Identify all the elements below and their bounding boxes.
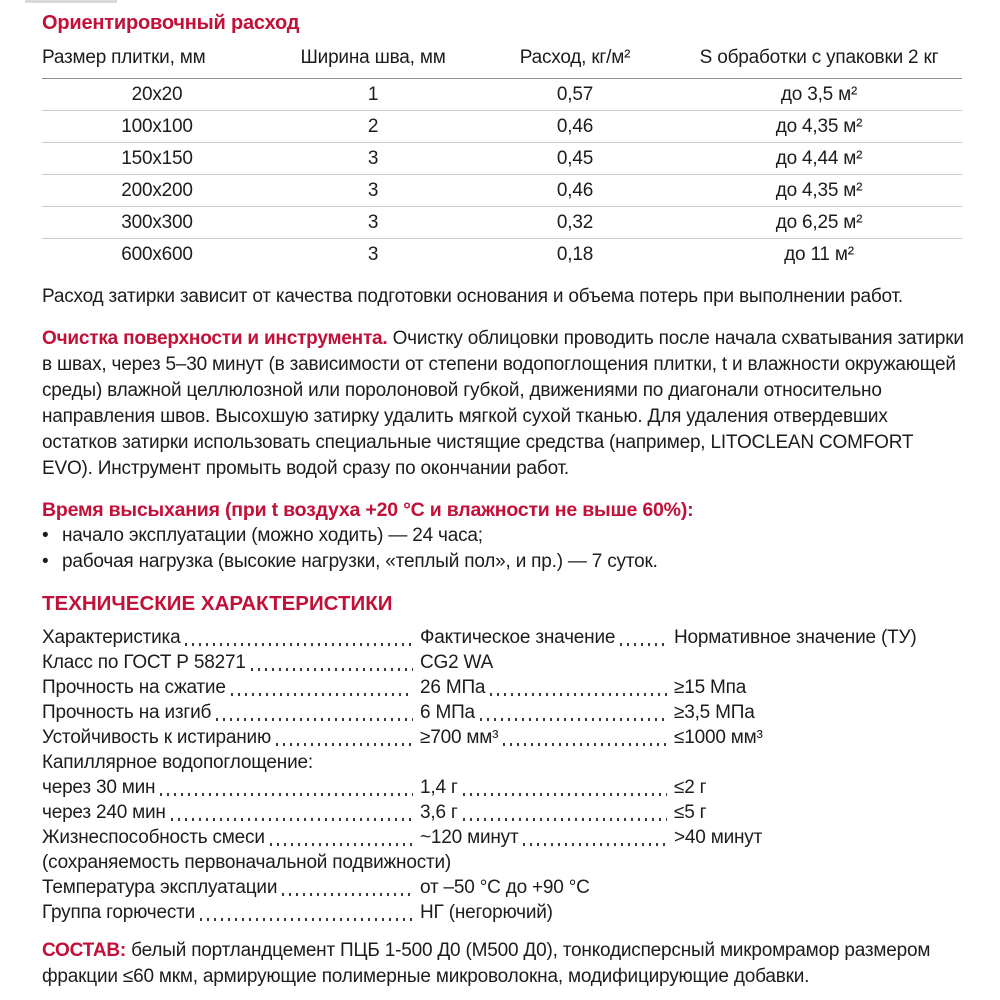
spec-name: через 240 мин <box>42 802 166 823</box>
dot-leader <box>282 893 413 896</box>
table-row <box>42 111 962 143</box>
drying-bullet-item <box>42 549 962 575</box>
dot-leader <box>270 843 413 846</box>
spec-row <box>42 775 964 800</box>
dot-leader <box>216 718 413 721</box>
drying-title: Время высыхания (при t воздуха +20 °C и влажности не выше 60%): <box>42 499 694 521</box>
dot-leader <box>160 793 413 796</box>
dot-leader <box>490 693 667 696</box>
cell-tile-size: 600x600 <box>121 244 193 265</box>
table-header-consumption: Расход, кг/м² <box>519 47 631 68</box>
composition-text: белый портландцемент ПЦБ 1-500 Д0 (М500 Д0), тонкодисперсный микромрамор размером фракции ≤60 мкм, армирующие полимерные микроволокна, модифицирующие добавки. <box>42 940 931 987</box>
spec-row <box>42 625 964 650</box>
spec-value: CG2 WA <box>420 652 494 673</box>
cell-consumption: 0,18 <box>556 244 594 265</box>
cell-coverage: до 3,5 м² <box>780 83 858 105</box>
spec-value: ≥700 мм³ <box>420 727 499 748</box>
table-header-joint-width: Ширина шва, мм <box>300 47 446 68</box>
spec-name: Группа горючести <box>42 902 196 923</box>
cell-tile-size: 20x20 <box>131 83 183 105</box>
spec-value: Фактическое значение <box>420 627 616 648</box>
spec-row <box>42 650 964 675</box>
spec-row <box>42 900 964 925</box>
cell-consumption: 0,46 <box>556 115 594 137</box>
cell-consumption: 0,32 <box>556 211 594 233</box>
dot-leader <box>620 643 667 646</box>
bullet-icon: • <box>42 525 49 546</box>
dot-leader <box>171 818 413 821</box>
spec-value: ~120 минут <box>420 827 519 848</box>
dot-leader <box>251 668 413 671</box>
dot-leader <box>503 743 667 746</box>
spec-name: Прочность на сжатие <box>42 677 226 698</box>
consumption-note: Расход затирки зависит от качества подготовки основания и объема потерь при выполнении работ. <box>42 286 903 307</box>
cleaning-paragraph <box>42 326 964 482</box>
dot-leader <box>463 793 667 796</box>
cell-joint-width: 3 <box>367 244 379 265</box>
cleaning-title: Очистка поверхности и инструмента. <box>42 328 388 349</box>
drying-bullet-text: начало эксплуатации (можно ходить) — 24 часа; <box>62 525 483 546</box>
table-header-row <box>42 43 962 79</box>
spec-name: через 30 мин <box>42 777 156 798</box>
spec-norm: ≤2 г <box>674 777 707 798</box>
spec-row <box>42 750 964 775</box>
spec-name: Характеристика <box>42 627 181 648</box>
table-row <box>42 207 962 239</box>
cell-consumption: 0,57 <box>556 83 594 105</box>
cell-joint-width: 1 <box>367 83 379 105</box>
spec-norm: ≥15 Мпа <box>674 677 747 698</box>
spec-row <box>42 875 964 900</box>
table-header-tile-size: Размер плитки, мм <box>42 47 206 68</box>
spec-value: 3,6 г <box>420 802 458 823</box>
spec-row <box>42 725 964 750</box>
consumption-title: Ориентировочный расход <box>42 12 300 34</box>
specs-list <box>42 625 962 925</box>
cell-coverage: до 4,35 м² <box>775 115 863 137</box>
drying-bullet-item <box>42 523 962 549</box>
spec-norm: Нормативное значение (ТУ) <box>674 627 917 648</box>
drying-bullet-text: рабочая нагрузка (высокие нагрузки, «теплый пол», и пр.) — 7 суток. <box>62 551 658 572</box>
spec-value: от –50 °C до +90 °C <box>420 877 590 898</box>
table-header-coverage: S обработки с упаковки 2 кг <box>699 47 939 68</box>
bullet-icon: • <box>42 551 49 572</box>
spec-row <box>42 800 964 825</box>
spec-value: 6 МПа <box>420 702 475 723</box>
table-row <box>42 79 962 111</box>
cell-joint-width: 3 <box>367 179 379 201</box>
spec-norm: ≥3,5 МПа <box>674 702 755 723</box>
cell-joint-width: 3 <box>367 211 379 233</box>
dot-leader <box>231 693 413 696</box>
top-edge-artifact <box>25 0 117 3</box>
table-row <box>42 143 962 175</box>
spec-name: Температура эксплуатации <box>42 877 278 898</box>
cell-tile-size: 100x100 <box>121 115 193 137</box>
specs-title: ТЕХНИЧЕСКИЕ ХАРАКТЕРИСТИКИ <box>42 592 393 615</box>
spec-name: Устойчивость к истиранию <box>42 727 272 748</box>
composition-title: СОСТАВ: <box>42 940 127 961</box>
cell-tile-size: 300x300 <box>121 211 193 233</box>
cell-tile-size: 200x200 <box>121 179 193 201</box>
spec-name: Жизнеспособность смеси <box>42 827 265 848</box>
cell-joint-width: 2 <box>367 115 379 137</box>
spec-row <box>42 700 964 725</box>
cell-tile-size: 150x150 <box>121 147 193 169</box>
dot-leader <box>200 918 413 921</box>
cell-coverage: до 4,44 м² <box>775 147 863 169</box>
cell-consumption: 0,46 <box>556 179 594 201</box>
spec-name: Класс по ГОСТ Р 58271 <box>42 652 246 673</box>
cell-coverage: до 4,35 м² <box>775 179 863 201</box>
table-row <box>42 239 962 271</box>
dot-leader <box>463 818 667 821</box>
spec-row <box>42 850 964 875</box>
cleaning-text: Очистку облицовки проводить после начала схватывания затирки в швах, через 5–30 минут (в зависимости от степени водопоглощения плитки, t и влажности окружающей среды) влажной целлюлозной или поролоновой губкой, движениями по диагонали относительно направления швов. Высохшую затирку удалить мягкой сухой тканью. Для удаления отвердевших остатков затирки использовать специальные чистящие средства (например, LITOCLEAN COMFORT EVO). Инструмент промыть водой сразу по окончании работ. <box>42 328 964 479</box>
consumption-table <box>42 43 962 271</box>
cell-coverage: до 6,25 м² <box>775 211 863 233</box>
cell-joint-width: 3 <box>367 147 379 169</box>
spec-name: Прочность на изгиб <box>42 702 212 723</box>
spec-name: Капиллярное водопоглощение: <box>42 752 313 773</box>
dot-leader <box>480 718 667 721</box>
spec-value: 26 МПа <box>420 677 486 698</box>
dot-leader <box>523 843 667 846</box>
spec-row <box>42 675 964 700</box>
spec-value: 1,4 г <box>420 777 458 798</box>
spec-value: НГ (негорючий) <box>420 902 553 923</box>
dot-leader <box>185 643 413 646</box>
composition-paragraph <box>42 938 964 990</box>
spec-norm: ≤5 г <box>674 802 707 823</box>
spec-name: (сохраняемость первоначальной подвижности) <box>42 852 452 873</box>
cell-consumption: 0,45 <box>556 147 594 169</box>
spec-norm: >40 минут <box>674 827 763 848</box>
dot-leader <box>276 743 413 746</box>
table-row <box>42 175 962 207</box>
spec-row <box>42 825 964 850</box>
cell-coverage: до 11 м² <box>784 244 854 265</box>
spec-norm: ≤1000 мм³ <box>674 727 763 748</box>
